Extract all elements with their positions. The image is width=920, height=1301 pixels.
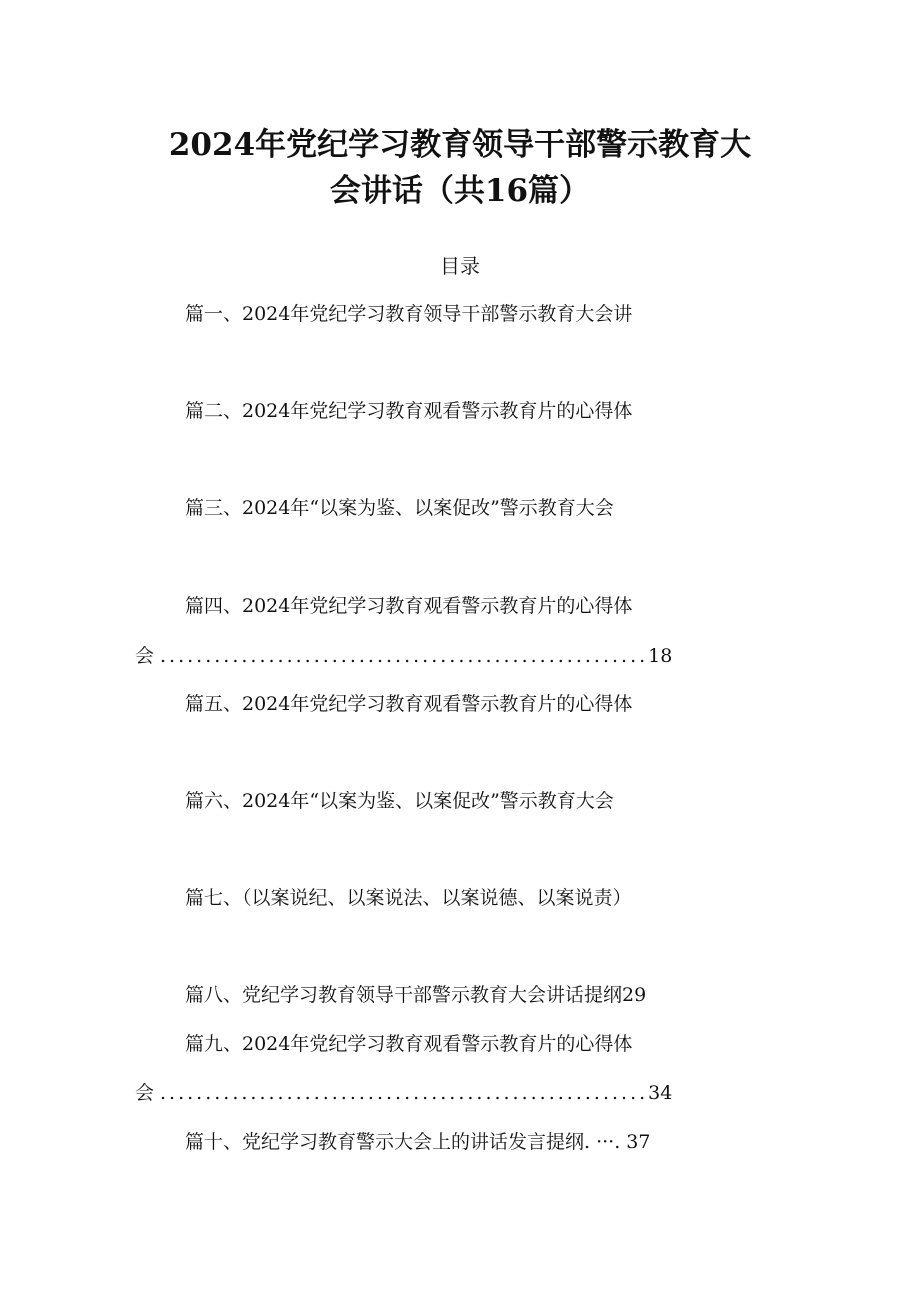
toc-entry-9-cont-text: 会 (135, 1082, 155, 1104)
toc-entry-9-page-number: 34 (648, 1082, 673, 1104)
toc-entry-9[interactable]: 篇九、2024年党纪学习教育观看警示教育片的心得体 (185, 1033, 633, 1055)
toc-entry-4-continuation[interactable] (135, 642, 672, 670)
toc-heading: 目录 (440, 254, 480, 278)
toc-entry-1[interactable]: 篇一、2024年党纪学习教育领导干部警示教育大会讲 (185, 303, 633, 325)
toc-entry-7[interactable]: 篇七、（以案说纪、以案说法、以案说德、以案说责） (185, 887, 632, 909)
toc-entry-6[interactable]: 篇六、2024年“以案为鉴、以案促改”警示教育大会 (185, 790, 614, 812)
toc-entry-8[interactable]: 篇八、党纪学习教育领导干部警示教育大会讲话提纲29 (185, 984, 647, 1006)
toc-entry-4-leader-dots: ...................................................... (160, 645, 649, 667)
toc-entry-4-page-number: 18 (648, 645, 673, 667)
toc-entry-4[interactable]: 篇四、2024年党纪学习教育观看警示教育片的心得体 (185, 595, 633, 617)
toc-entry-2[interactable]: 篇二、2024年党纪学习教育观看警示教育片的心得体 (185, 400, 633, 422)
toc-entry-9-continuation[interactable] (135, 1079, 672, 1107)
toc-entry-10[interactable]: 篇十、党纪学习教育警示大会上的讲话发言提纲. ···. 37 (185, 1131, 651, 1153)
document-title-line-1: 2024年党纪学习教育领导干部警示教育大 (168, 127, 752, 163)
toc-entry-4-cont-text: 会 (135, 645, 155, 667)
toc-entry-3[interactable]: 篇三、2024年“以案为鉴、以案促改”警示教育大会 (185, 497, 614, 519)
toc-entry-9-leader-dots: ...................................................... (160, 1082, 649, 1104)
document-title-line-2: 会讲话（共16篇） (329, 173, 591, 209)
toc-entry-5[interactable]: 篇五、2024年党纪学习教育观看警示教育片的心得体 (185, 693, 633, 715)
